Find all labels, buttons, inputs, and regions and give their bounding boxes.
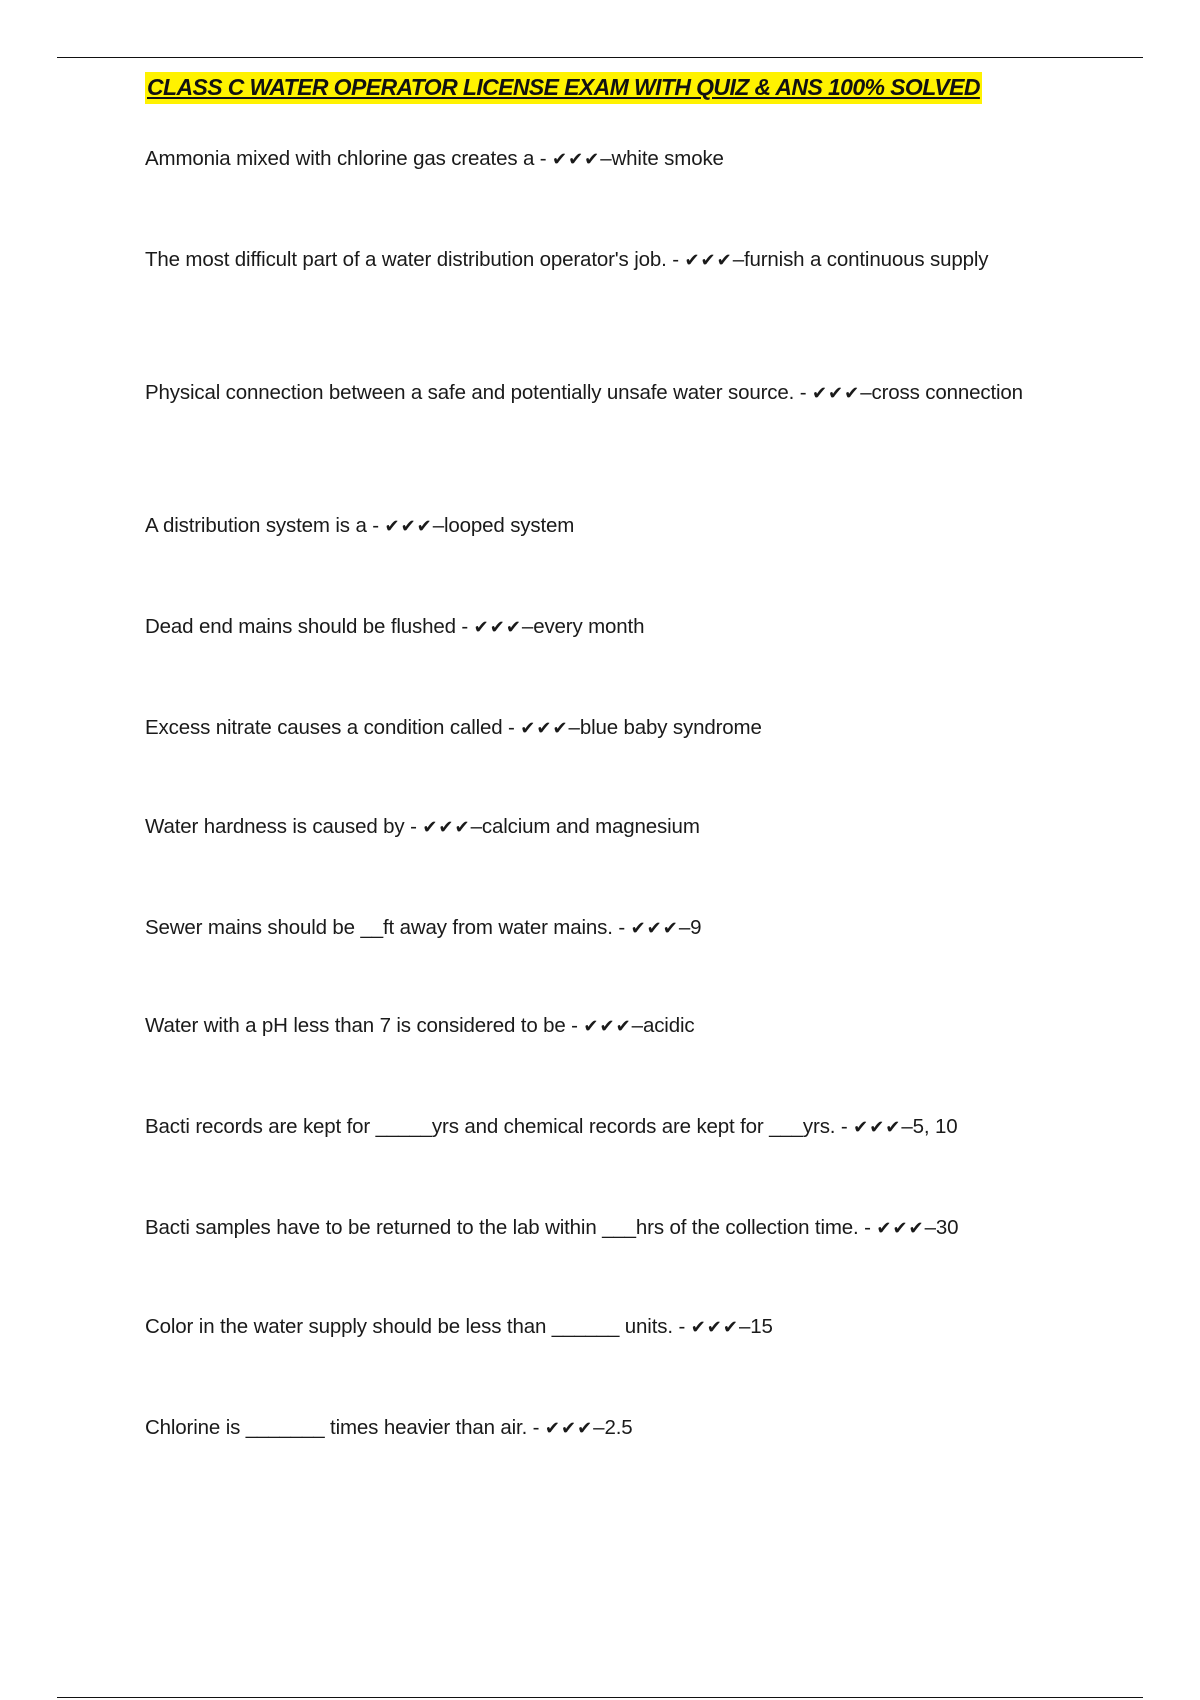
qa-item: The most difficult part of a water distribution operator's job. - ✔✔✔–furnish a continuous supply: [145, 248, 989, 271]
check-marks: ✔✔✔: [630, 918, 679, 939]
top-rule: [57, 57, 1143, 58]
bottom-rule: [57, 1697, 1143, 1698]
qa-item: Dead end mains should be flushed - ✔✔✔–every month: [145, 615, 645, 638]
question-text: Bacti records are kept for _____yrs and chemical records are kept for ___yrs.: [145, 1115, 836, 1138]
question-text: Ammonia mixed with chlorine gas creates a: [145, 147, 535, 170]
question-text: The most difficult part of a water distribution operator's job.: [145, 248, 667, 271]
answer-text: 15: [750, 1315, 773, 1338]
question-text: Bacti samples have to be returned to the lab within ___hrs of the collection time.: [145, 1216, 859, 1239]
question-text: Physical connection between a safe and potentially unsafe water source.: [145, 381, 795, 404]
answer-text: 9: [690, 916, 702, 939]
check-marks: ✔✔✔: [384, 516, 433, 537]
answer-text: 5, 10: [912, 1115, 958, 1138]
qa-item: Physical connection between a safe and potentially unsafe water source. - ✔✔✔–cross connection: [145, 381, 1023, 404]
qa-item: Excess nitrate causes a condition called - ✔✔✔–blue baby syndrome: [145, 716, 762, 739]
question-text: Water hardness is caused by: [145, 815, 405, 838]
check-marks: ✔✔✔: [690, 1317, 739, 1338]
document-title: CLASS C WATER OPERATOR LICENSE EXAM WITH QUIZ & ANS 100% SOLVED: [145, 72, 982, 104]
answer-text: 2.5: [604, 1416, 633, 1439]
check-marks: ✔✔✔: [853, 1117, 902, 1138]
answer-text: blue baby syndrome: [579, 716, 762, 739]
question-text: Water with a pH less than 7 is considered to be: [145, 1014, 566, 1037]
answer-text: calcium and magnesium: [481, 815, 700, 838]
check-marks: ✔✔✔: [473, 617, 522, 638]
check-marks: ✔✔✔: [583, 1016, 632, 1037]
qa-item: Bacti samples have to be returned to the lab within ___hrs of the collection time. - ✔✔✔–30: [145, 1216, 959, 1239]
check-marks: ✔✔✔: [552, 149, 601, 170]
check-marks: ✔✔✔: [876, 1218, 925, 1239]
answer-text: every month: [533, 615, 645, 638]
qa-item: Sewer mains should be __ft away from water mains. - ✔✔✔–9: [145, 916, 702, 939]
check-marks: ✔✔✔: [422, 817, 471, 838]
question-text: A distribution system is a: [145, 514, 367, 537]
answer-text: looped system: [444, 514, 575, 537]
qa-item: Water hardness is caused by - ✔✔✔–calcium and magnesium: [145, 815, 700, 838]
question-text: Color in the water supply should be less than ______ units.: [145, 1315, 673, 1338]
check-marks: ✔✔✔: [520, 718, 569, 739]
question-text: Chlorine is _______ times heavier than air.: [145, 1416, 528, 1439]
answer-text: cross connection: [871, 381, 1023, 404]
document-body: [145, 72, 1075, 1439]
answer-text: white smoke: [611, 147, 724, 170]
check-marks: ✔✔✔: [684, 250, 733, 271]
qa-item: Ammonia mixed with chlorine gas creates a - ✔✔✔–white smoke: [145, 147, 724, 170]
answer-text: furnish a continuous supply: [743, 248, 989, 271]
qa-item: Water with a pH less than 7 is considered to be - ✔✔✔–acidic: [145, 1014, 695, 1037]
question-text: Excess nitrate causes a condition called: [145, 716, 503, 739]
question-text: Sewer mains should be __ft away from water mains.: [145, 916, 613, 939]
answer-text: 30: [935, 1216, 959, 1239]
check-marks: ✔✔✔: [544, 1418, 594, 1439]
qa-item: Color in the water supply should be less than ______ units. - ✔✔✔–15: [145, 1315, 773, 1338]
question-text: Dead end mains should be flushed: [145, 615, 456, 638]
qa-item: Bacti records are kept for _____yrs and chemical records are kept for ___yrs. - ✔✔✔–5, 10: [145, 1115, 958, 1138]
check-marks: ✔✔✔: [811, 383, 861, 404]
qa-item: A distribution system is a - ✔✔✔–looped system: [145, 514, 575, 537]
qa-item: Chlorine is _______ times heavier than air. - ✔✔✔–2.5: [145, 1416, 633, 1439]
answer-text: acidic: [642, 1014, 695, 1037]
